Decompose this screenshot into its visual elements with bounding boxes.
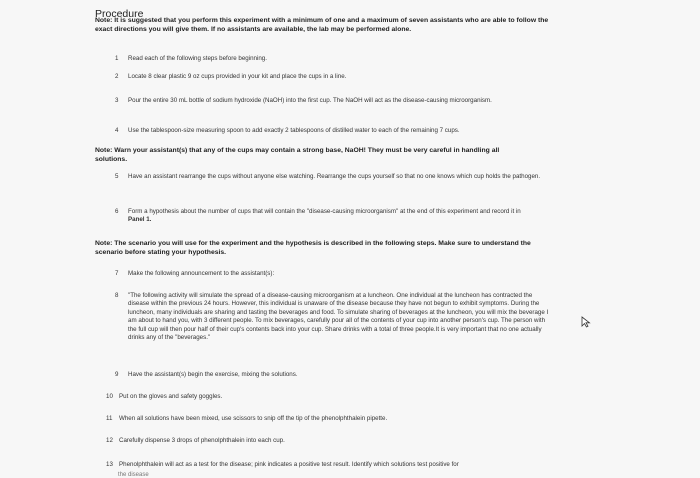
cutoff-text: the disease bbox=[118, 472, 149, 478]
step-5: Have an assistant rearrange the cups without anyone else watching. Rearrange the cups yourself so that no one knows which cup holds the pathogen. bbox=[128, 173, 541, 180]
step-number: 8 bbox=[115, 292, 119, 299]
step-number: 6 bbox=[115, 208, 119, 215]
step-13: Phenolphthalein will act as a test for the disease; pink indicates a positive test result. Identify which solutions test positive for bbox=[119, 461, 459, 468]
step-6-text: Form a hypothesis about the number of cups that will contain the "disease-causing microorganism" at the end of this experiment and record it in bbox=[128, 208, 521, 215]
step-3: Pour the entire 30 mL bottle of sodium hydroxide (NaOH) into the first cup. The NaOH will act as the disease-causing microorganism. bbox=[128, 97, 492, 104]
step-7: Make the following announcement to the assistant(s): bbox=[128, 270, 275, 277]
step-number: 12 bbox=[106, 437, 113, 444]
step-number: 13 bbox=[106, 461, 113, 468]
step-6 bbox=[128, 208, 523, 225]
note-assistants: Note: It is suggested that you perform this experiment with a minimum of one and a maximum of seven assistants who are able to follow the exact directions you will give them. If no assistants are available, the lab may be performed alone. bbox=[95, 17, 549, 33]
step-number: 2 bbox=[115, 73, 119, 80]
step-number: 1 bbox=[115, 55, 119, 62]
step-number: 7 bbox=[115, 270, 119, 277]
step-4: Use the tablespoon-size measuring spoon to add exactly 2 tablespoons of distilled water to each of the remaining 7 cups. bbox=[128, 127, 460, 134]
panel-ref: Panel 1. bbox=[128, 216, 152, 224]
step-10: Put on the gloves and safety goggles. bbox=[119, 393, 223, 400]
step-number: 5 bbox=[115, 173, 119, 180]
step-11: When all solutions have been mixed, use scissors to snip off the tip of the phenolphthalein pipette. bbox=[119, 415, 388, 422]
step-number: 11 bbox=[106, 415, 113, 422]
step-12: Carefully dispense 3 drops of phenolphthalein into each cup. bbox=[119, 437, 285, 444]
step-number: 10 bbox=[106, 393, 113, 400]
note-warn: Note: Warn your assistant(s) that any of the cups may contain a strong base, NaOH! They must be very careful in handling all solutions. bbox=[95, 147, 500, 163]
note-scenario: Note: The scenario you will use for the experiment and the hypothesis is described in the following steps. Make sure to understand the scenario before stating your hypothesis. bbox=[95, 240, 531, 256]
step-number: 3 bbox=[115, 97, 119, 104]
step-2: Locate 8 clear plastic 9 oz cups provided in your kit and place the cups in a line. bbox=[128, 73, 347, 80]
step-8: "The following activity will simulate the spread of a disease-causing microorganism at a luncheon. One individual at the luncheon has contracted the disease within the previous 24 hours. However, this individual is unaware of the disease because they have not begun to exhibit symptoms. During the luncheon, many individuals are sharing and tasting the beverages and food. To simulate sharing of beverages at the luncheon, you will mix the beverage I am about to hand you, with 3 different people. To mix beverages, carefully pour all of the contents of your cup into another person's cup. The person with the full cup will then pour half of their cup's contents back into your cup. Share drinks with a total of three people.It is very important that no one actually drinks any of the "beverages." bbox=[128, 292, 549, 342]
step-number: 4 bbox=[115, 127, 119, 134]
page-title: Procedure bbox=[95, 8, 144, 20]
step-number: 9 bbox=[115, 371, 119, 378]
cursor-icon bbox=[581, 316, 591, 328]
step-1: Read each of the following steps before beginning. bbox=[128, 55, 267, 62]
step-9: Have the assistant(s) begin the exercise, mixing the solutions. bbox=[128, 371, 298, 378]
